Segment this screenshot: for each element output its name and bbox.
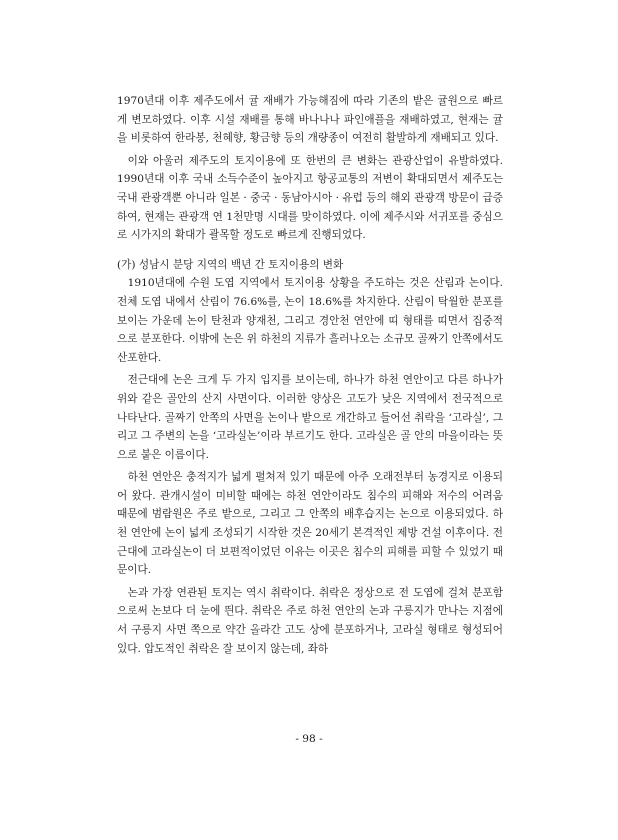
paragraph-paddy-locations: 전근대에 논은 크게 두 가지 입지를 보이는데, 하나가 하천 연안이고 다른 하나가 위와 같은 골안의 산지 사면이다. 이러한 양상은 고도가 낮은 지역에서 전국적으로 나타난다. 골짜기 안쪽의 사면을 논이나 밭으로 개간하고 들어선 취락을 ‘고라실’, 그리고 그 주변의 논을 ‘고라실논’이라 부르기도 한다. 고라실은 골 안의 마을이라는 뜻으로 붙은 이름이다. [117, 374, 503, 461]
page-number: - 98 - [295, 733, 323, 745]
section-heading: (가) 성남시 분당 지역의 백년 간 토지이용의 변화 [117, 258, 344, 271]
paragraph-1910s: 1910년대에 수원 도엽 지역에서 토지이용 상황을 주도하는 것은 산림과 논이다. 전체 도엽 내에서 산림이 76.6%를, 논이 18.6%를 차지한다. 산림이 탁월한 분포를 보이는 가운데 논이 탄천과 양재천, 그리고 경안천 연안에 띠 형태를 띠면서 집중적으로 분포한다. 이밖에 논은 위 하천의 지류가 흘러나오는 소규모 골짜기 안쪽에서도 산포한다. [117, 277, 503, 364]
paragraph-settlements: 논과 가장 연관된 토지는 역시 취락이다. 취락은 정상으로 전 도엽에 걸쳐 분포함으로써 논보다 더 눈에 띈다. 취락은 주로 하천 연안의 논과 구릉지가 만나는 지점에서 구릉지 사면 쪽으로 약간 올라간 고도 상에 분포하거나, 고라실 형태로 형성되어 있다. 압도적인 취락은 잘 보이지 않는데, 좌하 [117, 586, 503, 655]
document-body [117, 92, 503, 658]
paragraph-citrus: 1970년대 이후 제주도에서 귤 재배가 가능해짐에 따라 기존의 밭은 귤원으로 빠르게 변모하였다. 이후 시설 재배를 통해 바나나나 파인애플을 재배하였고, 현재는 귤을 비롯하여 한라봉, 천혜향, 황금향 등의 개량종이 여전히 활발하게 재배되고 있다. [117, 95, 503, 145]
paragraph-river-banks: 하천 연안은 충적지가 넓게 펼쳐져 있기 때문에 아주 오래전부터 농경지로 이용되어 왔다. 관개시설이 미비할 때에는 하천 연안이라도 침수의 피해와 저수의 어려움 때문에 범람원은 주로 밭으로, 그리고 그 안쪽의 배후습지는 논으로 이용되었다. 하천 연안에 논이 넓게 조성되기 시작한 것은 20세기 본격적인 제방 건설 이후이다. 전근대에 고라실논이 더 보편적이었던 이유는 이곳은 침수의 피해를 피할 수 있었기 때문이다. [117, 471, 503, 577]
paragraph-tourism: 이와 아울러 제주도의 토지이용에 또 한번의 큰 변화는 관광산업이 유발하였다. 1990년대 이후 국내 소득수준이 높아지고 항공교통의 저변이 확대되면서 제주도는 국내 관광객뿐 아니라 일본 · 중국 · 동남아시아 · 유럽 등의 해외 관광객 방문이 급증하여, 현재는 관광객 연 1천만명 시대를 맞이하였다. 이에 제주시와 서귀포를 중심으로 시가지의 확대가 괄목할 정도로 빠르게 진행되었다. [117, 154, 503, 242]
